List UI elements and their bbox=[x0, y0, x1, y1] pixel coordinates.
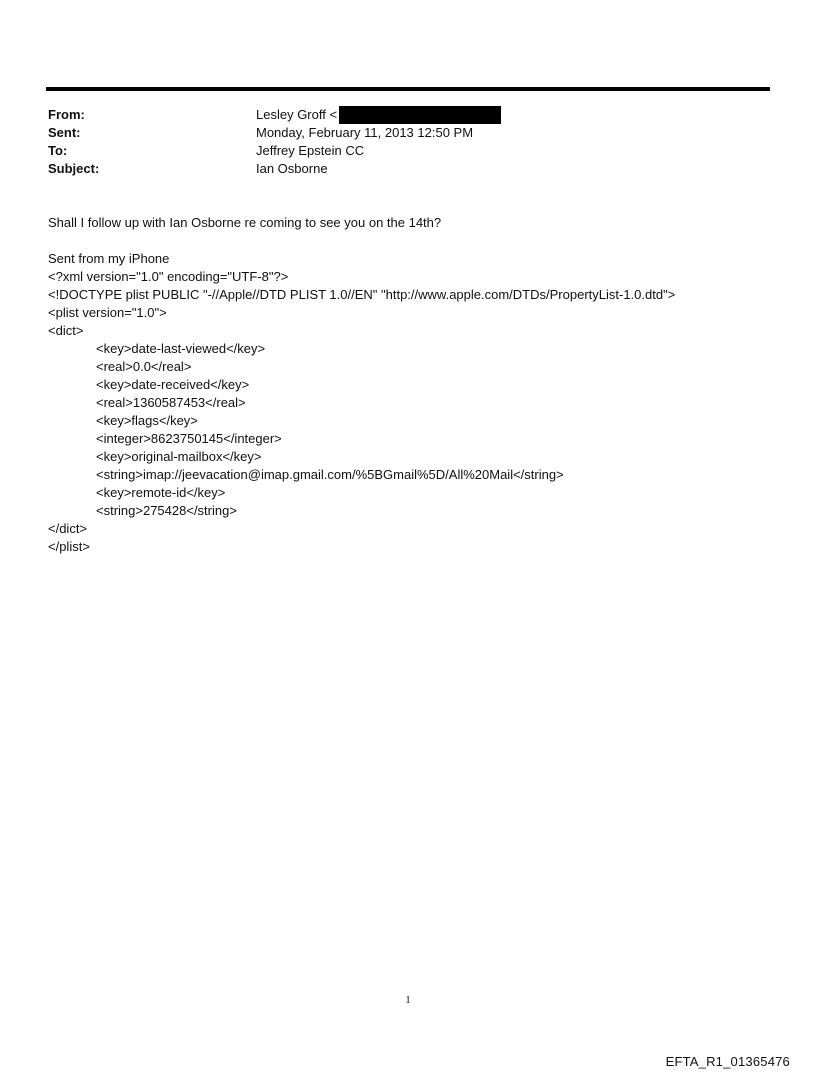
document-id: EFTA_R1_01365476 bbox=[665, 1054, 790, 1069]
signature-text: Sent from my iPhone bbox=[48, 251, 170, 266]
from-value bbox=[256, 106, 501, 124]
subject-value: Ian Osborne bbox=[256, 161, 328, 176]
subject-label: Subject: bbox=[48, 161, 100, 176]
plist-open: <plist version="1.0"> bbox=[48, 305, 167, 320]
xml-declaration: <?xml version="1.0" encoding="UTF-8"?> bbox=[48, 269, 289, 284]
plist-line: <real>1360587453</real> bbox=[96, 395, 246, 410]
plist-line: <key>remote-id</key> bbox=[96, 485, 226, 500]
plist-line: <string>275428</string> bbox=[96, 503, 237, 518]
from-sender: Lesley Groff < bbox=[256, 107, 338, 122]
dict-open: <dict> bbox=[48, 323, 84, 338]
spacer bbox=[48, 232, 768, 250]
plist-close: </plist> bbox=[48, 539, 90, 554]
plist-line: <integer>8623750145</integer> bbox=[96, 431, 282, 446]
plist-line: <key>flags</key> bbox=[96, 413, 198, 428]
message-text: Shall I follow up with Ian Osborne re coming to see you on the 14th? bbox=[48, 215, 442, 230]
to-row bbox=[48, 142, 748, 160]
from-label: From: bbox=[48, 107, 85, 122]
page-number: 1 bbox=[405, 994, 411, 1006]
subject-row bbox=[48, 160, 748, 178]
plist-line: <string>imap://jeevacation@imap.gmail.com/%5BGmail%5D/All%20Mail</string> bbox=[96, 467, 564, 482]
from-row bbox=[48, 106, 748, 124]
dict-close: </dict> bbox=[48, 521, 88, 536]
sent-value: Monday, February 11, 2013 12:50 PM bbox=[256, 125, 474, 140]
plist-line: <real>0.0</real> bbox=[96, 359, 192, 374]
doctype-line: <!DOCTYPE plist PUBLIC "-//Apple//DTD PLIST 1.0//EN" "http://www.apple.com/DTDs/PropertyList-1.0.dtd"> bbox=[48, 287, 676, 302]
redaction-bar bbox=[339, 106, 501, 124]
header-rule bbox=[46, 87, 770, 91]
plist-line: <key>original-mailbox</key> bbox=[96, 449, 262, 464]
email-header bbox=[48, 106, 748, 178]
sent-row bbox=[48, 124, 748, 142]
plist-line: <key>date-last-viewed</key> bbox=[96, 341, 266, 356]
sent-label: Sent: bbox=[48, 125, 81, 140]
to-label: To: bbox=[48, 143, 68, 158]
plist-line: <key>date-received</key> bbox=[96, 377, 250, 392]
to-value: Jeffrey Epstein CC bbox=[256, 143, 365, 158]
email-body bbox=[48, 214, 768, 556]
